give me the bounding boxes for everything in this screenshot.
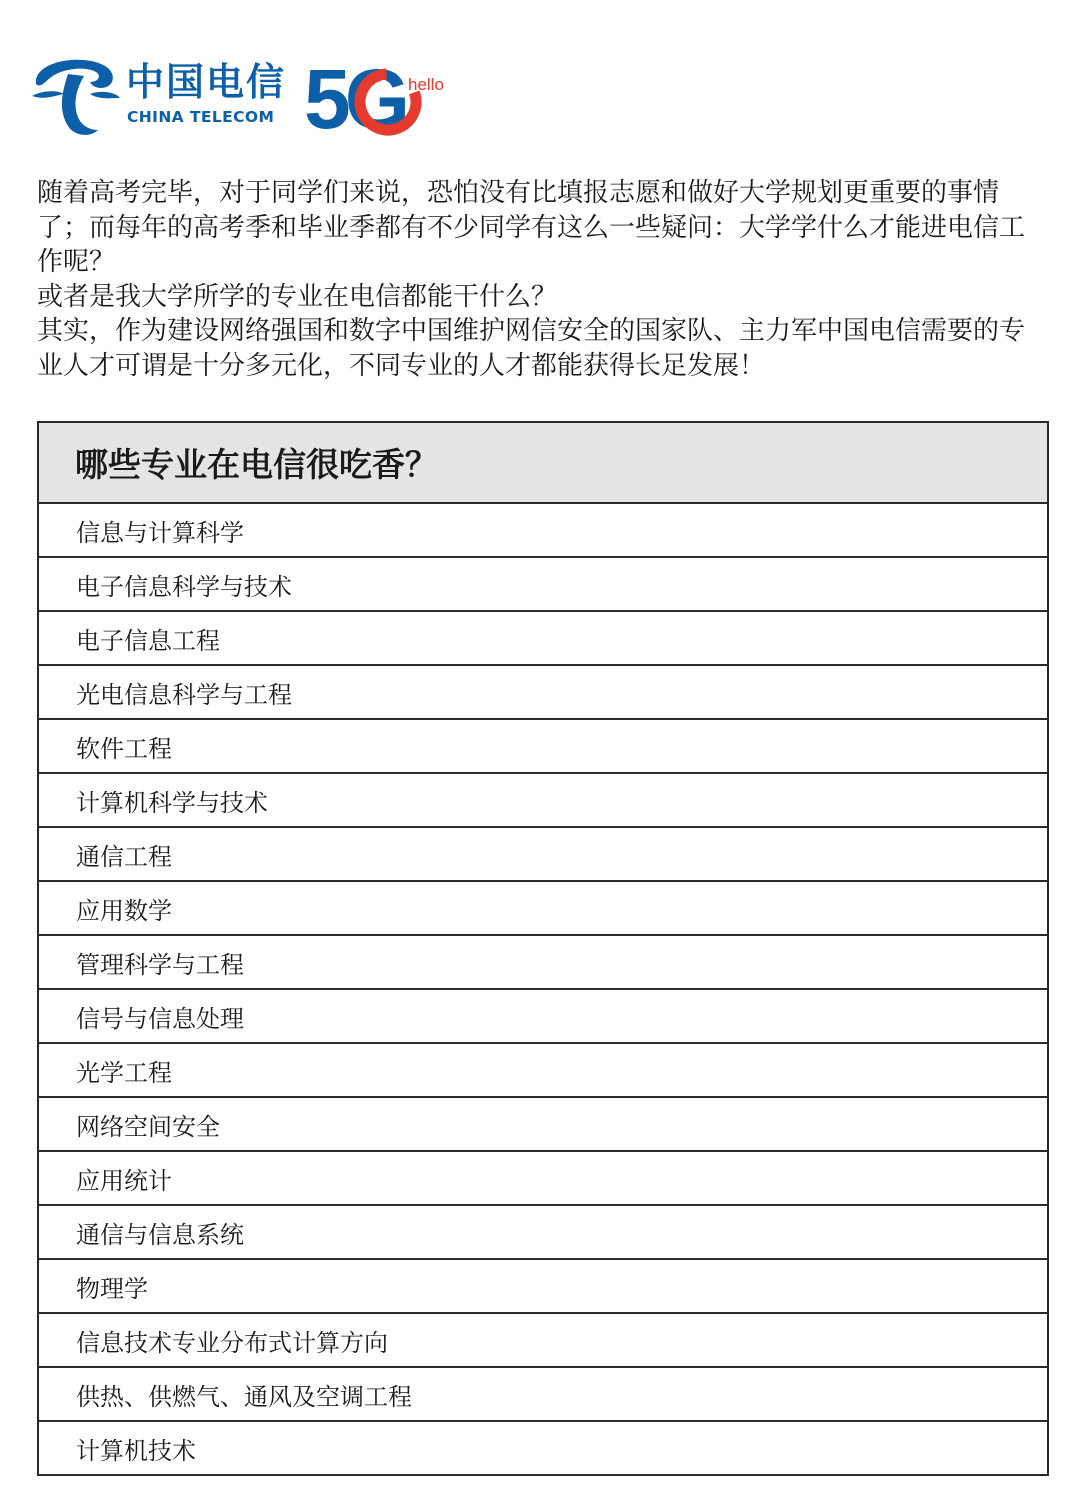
intro-paragraph: 其实，作为建设网络强国和数字中国维护网信安全的国家队、主力军中国电信需要的专业人才可谓是十分多元化，不同专业的人才都能获得长足发展！ xyxy=(37,316,1026,381)
table-row: 计算机技术 xyxy=(76,1436,196,1465)
table-title: 哪些专业在电信很吃香？ xyxy=(39,423,1047,504)
table-row: 应用数学 xyxy=(39,882,1047,936)
table-row: 光学工程 xyxy=(39,1044,1047,1098)
5g-hello-logo-icon xyxy=(304,50,450,140)
majors-table xyxy=(37,421,1049,1476)
brand-name-cn: 中国电信 xyxy=(126,60,287,104)
brand-header xyxy=(28,50,448,142)
china-telecom-logo-icon xyxy=(28,50,122,140)
intro-paragraph: 随着高考完毕，对于同学们来说，恐怕没有比填报志愿和做好大学规划更重要的事情了；而每年的高考季和毕业季都有不少同学有这么一些疑问：大学学什么才能进电信工作呢？ xyxy=(37,178,1026,277)
intro-text xyxy=(37,176,1049,383)
hello-text: hello xyxy=(408,75,444,94)
table-row: 信息与计算科学 xyxy=(39,504,1047,558)
table-row: 管理科学与工程 xyxy=(39,936,1047,990)
table-row: 光电信息科学与工程 xyxy=(39,666,1047,720)
table-row: 电子信息工程 xyxy=(39,612,1047,666)
table-row: 应用统计 xyxy=(39,1152,1047,1206)
table-row: 网络空间安全 xyxy=(39,1098,1047,1152)
table-row: 计算机科学与技术 xyxy=(39,774,1047,828)
table-row: 通信工程 xyxy=(39,828,1047,882)
table-row: 物理学 xyxy=(39,1260,1047,1314)
table-row: 软件工程 xyxy=(39,720,1047,774)
table-row: 信号与信息处理 xyxy=(39,990,1047,1044)
table-row: 供热、供燃气、通风及空调工程 xyxy=(39,1368,1047,1422)
brand-name-en: CHINA TELECOM xyxy=(127,108,275,126)
table-row: 电子信息科学与技术 xyxy=(39,558,1047,612)
5g-text: 5G xyxy=(304,52,405,140)
intro-paragraph: 或者是我大学所学的专业在电信都能干什么？ xyxy=(37,281,558,312)
table-row: 通信与信息系统 xyxy=(39,1206,1047,1260)
table-row: 信息技术专业分布式计算方向 xyxy=(39,1314,1047,1368)
